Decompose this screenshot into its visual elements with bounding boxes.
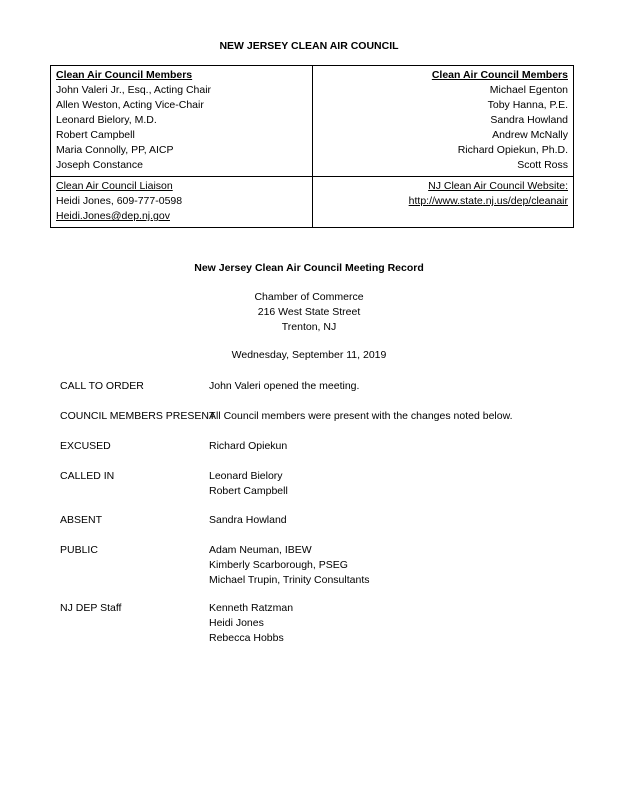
liaison-name: Heidi Jones, 609-777-0598 <box>56 195 183 207</box>
section-label: CALLED IN <box>60 470 115 482</box>
section-label: PUBLIC <box>60 544 98 556</box>
section-value: Adam Neuman, IBEW <box>209 544 312 556</box>
section-label: EXCUSED <box>60 440 111 452</box>
members-right-heading: Clean Air Council Members <box>431 69 568 81</box>
member-name: John Valeri Jr., Esq., Acting Chair <box>56 84 212 96</box>
website-link[interactable]: http://www.state.nj.us/dep/cleanair <box>408 195 568 207</box>
member-name: Sandra Howland <box>490 114 568 126</box>
member-name: Leonard Bielory, M.D. <box>56 114 157 126</box>
section-value: Heidi Jones <box>209 617 264 629</box>
liaison-cell <box>51 177 313 228</box>
members-right-cell <box>312 66 574 177</box>
section-value: Kenneth Ratzman <box>209 602 294 614</box>
section-value: Richard Opiekun <box>209 440 288 452</box>
member-name: Joseph Constance <box>56 159 143 171</box>
section-value: Sandra Howland <box>209 514 287 526</box>
member-name: Robert Campbell <box>56 129 135 141</box>
section-value: Leonard Bielory <box>209 470 283 482</box>
section-value: John Valeri opened the meeting. <box>209 380 360 392</box>
member-name: Michael Egenton <box>489 84 568 96</box>
section-label: ABSENT <box>60 514 103 526</box>
location-city: Trenton, NJ <box>281 321 337 333</box>
member-name: Maria Connolly, PP, AICP <box>56 144 174 156</box>
members-left-cell <box>51 66 313 177</box>
section-label: CALL TO ORDER <box>60 380 144 392</box>
website-heading: NJ Clean Air Council Website: <box>428 180 568 192</box>
member-name: Allen Weston, Acting Vice-Chair <box>56 99 204 111</box>
meeting-date: Wednesday, September 11, 2019 <box>231 349 387 361</box>
liaison-heading: Clean Air Council Liaison <box>56 180 173 192</box>
page-title: NEW JERSEY CLEAN AIR COUNCIL <box>219 40 399 52</box>
section-value: All Council members were present with the changes noted below. <box>209 410 513 422</box>
section-label: NJ DEP Staff <box>60 602 122 614</box>
section-value: Michael Trupin, Trinity Consultants <box>209 574 370 586</box>
location-name: Chamber of Commerce <box>254 291 364 303</box>
member-name: Toby Hanna, P.E. <box>487 99 568 111</box>
member-name: Andrew McNally <box>492 129 568 141</box>
website-cell <box>312 177 574 228</box>
section-label: COUNCIL MEMBERS PRESENT <box>60 410 216 422</box>
section-value: Robert Campbell <box>209 485 288 497</box>
section-value: Rebecca Hobbs <box>209 632 284 644</box>
council-header-table <box>50 65 574 228</box>
member-name: Richard Opiekun, Ph.D. <box>457 144 568 156</box>
section-value: Kimberly Scarborough, PSEG <box>209 559 348 571</box>
meeting-location <box>0 290 618 335</box>
location-street: 216 West State Street <box>257 306 361 318</box>
member-name: Scott Ross <box>517 159 568 171</box>
record-title: New Jersey Clean Air Council Meeting Record <box>194 262 424 274</box>
members-left-heading: Clean Air Council Members <box>56 69 193 81</box>
liaison-email-link[interactable]: Heidi.Jones@dep.nj.gov <box>56 210 170 222</box>
